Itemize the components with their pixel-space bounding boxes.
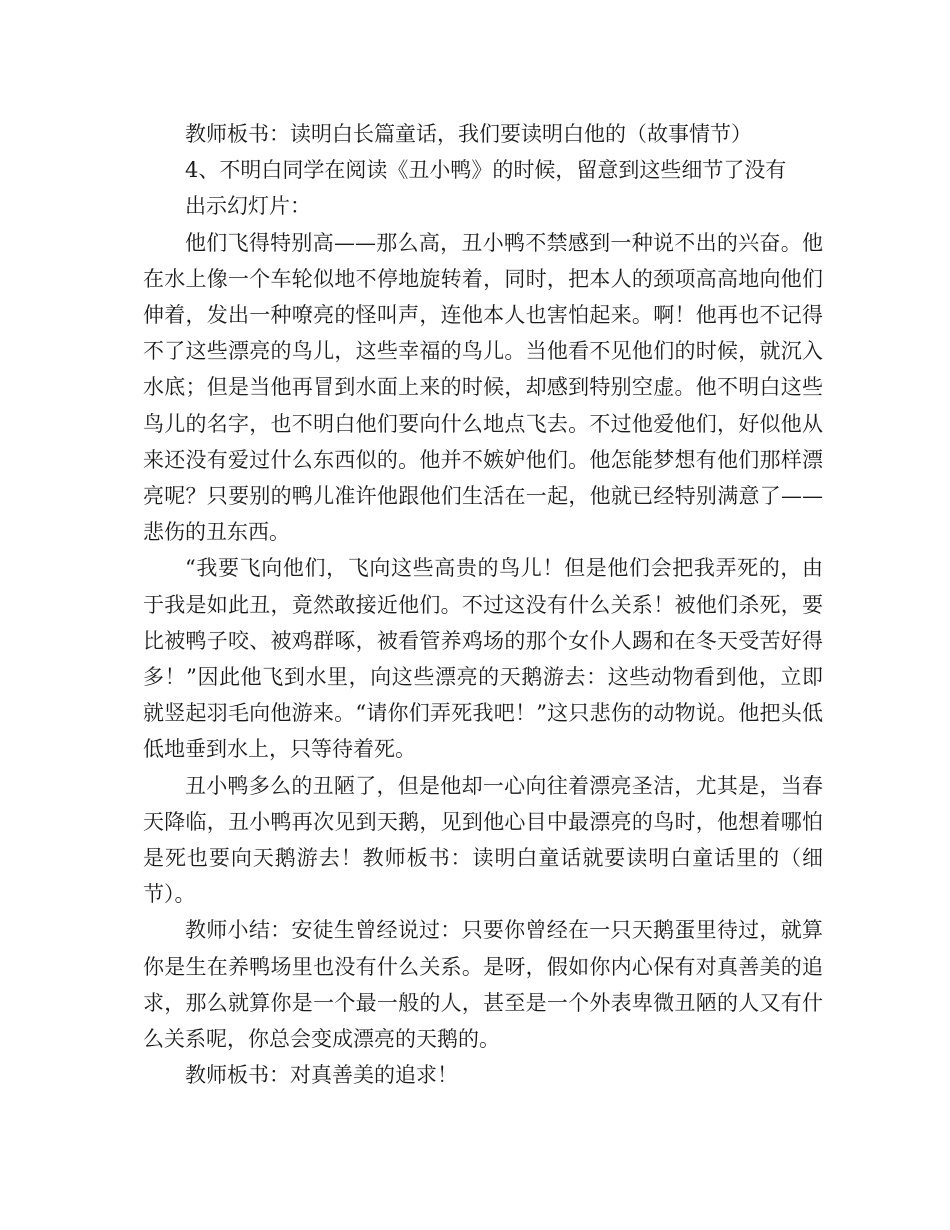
paragraph-show-slides: 出示幻灯片： [185, 194, 311, 219]
paragraph-teacher-summary: 教师小结：安徒生曾经说过：只要你曾经在一只天鹅蛋里待过，就算你是生在养鸭场里也没有什么关系。是呀，假如你内心保有对真善美的追求，那么就算你是一个最一般的人，甚至是一个外表卑微丑陋的人又有什么关系呢，你总会变成漂亮的天鹅的。 [143, 918, 823, 1052]
document-body [143, 116, 823, 1093]
paragraph-board-note-pursuit: 教师板书：对真善美的追求！ [185, 1063, 458, 1088]
paragraph-quote-flying-swans: 他们飞得特别高——那么高，丑小鸭不禁感到一种说不出的兴奋。他在水上像一个车轮似地不停地旋转着，同时，把本人的颈项高高地向他们伸着，发出一种嘹亮的怪叫声，连他本人也害怕起来。啊！他再也不记得不了这些漂亮的鸟儿，这些幸福的鸟儿。当他看不见他们的时候，就沉入水底；但是当他再冒到水面上来的时候，却感到特别空虚。他不明白这些鸟儿的名字，也不明白他们要向什么地点飞去。不过他爱他们，好似他从来还没有爱过什么东西似的。他并不嫉妒他们。他怎能梦想有他们那样漂亮呢？只要别的鸭儿准许他跟他们生活在一起，他就已经特别满意了——悲伤的丑东西。 [143, 230, 823, 545]
paragraph-ugly-duckling-longing: 丑小鸭多么的丑陋了，但是他却一心向往着漂亮圣洁，尤其是，当春天降临，丑小鸭再次见到天鹅，见到他心目中最漂亮的鸟时，他想着哪怕是死也要向天鹅游去！教师板书：读明白童话就要读明白童话里的（细节）。 [143, 773, 823, 907]
paragraph-board-note-plot: 教师板书：读明白长篇童话，我们要读明白他的（故事情节） [185, 122, 752, 146]
paragraph-question-4: 4、不明白同学在阅读《丑小鸭》的时候，留意到这些细节了没有 [185, 158, 787, 183]
paragraph-quote-fly-to-them: “我要飞向他们，飞向这些高贵的鸟儿！但是他们会把我弄死的，由于我是如此丑，竟然敢接近他们。不过这没有什么关系！被他们杀死，要比被鸭子咬、被鸡群啄，被看管养鸡场的那个女仆人踢和在冬天受苦好得多！”因此他飞到水里，向这些漂亮的天鹅游去：这些动物看到他，立即就竖起羽毛向他游来。“请你们弄死我吧！”这只悲伤的动物说。他把头低低地垂到水上，只等待着死。 [143, 556, 823, 762]
